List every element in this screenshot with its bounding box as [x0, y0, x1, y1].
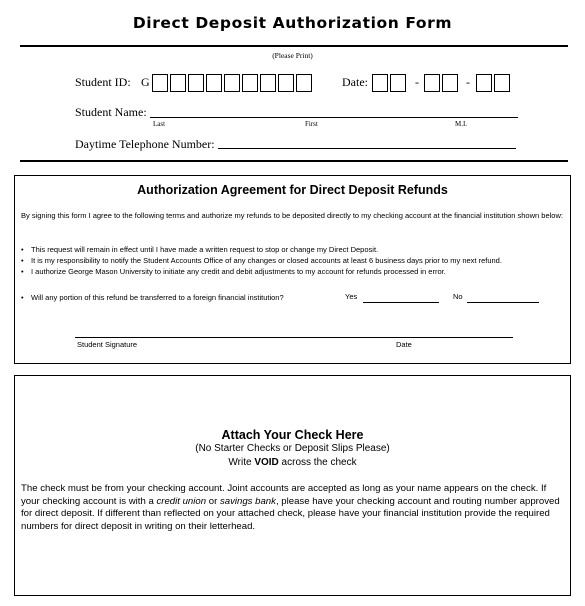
signature-caption: Student Signature	[77, 340, 138, 349]
agreement-term: • This request will remain in effect until I have made a written request to stop or change my Direct Deposit.	[21, 244, 565, 255]
name-mi-caption: M.I.	[455, 120, 468, 128]
attach-check-box	[14, 375, 571, 596]
date-digit-box[interactable]	[442, 74, 458, 92]
check-requirements	[21, 483, 566, 533]
credit-union-text: credit union	[156, 495, 207, 507]
date-digit-box[interactable]	[372, 74, 388, 92]
yes-label: Yes	[345, 292, 358, 301]
student-id-prefix: G	[141, 75, 150, 89]
or-text: or	[206, 495, 220, 507]
agreement-heading: Authorization Agreement for Direct Deposit Refunds	[137, 183, 448, 197]
name-first-caption: First	[305, 120, 318, 128]
id-digit-box[interactable]	[152, 74, 168, 92]
attach-check-heading: Attach Your Check Here	[221, 428, 364, 442]
no-label: No	[453, 292, 463, 301]
id-digit-box[interactable]	[278, 74, 294, 92]
void-word: VOID	[254, 457, 279, 468]
check-body-1: The check must be from your checking account. Joint accounts are accepted as long as your name appears on the check. If your checking account is with a	[21, 483, 547, 507]
agreement-terms-list	[21, 244, 565, 277]
date-digit-box[interactable]	[476, 74, 492, 92]
agreement-term: • It is my responsibility to notify the Student Accounts Office of any changes or closed accounts at least 6 business days prior to my next refund.	[21, 255, 565, 266]
date-separator: -	[466, 75, 470, 89]
title-rule	[20, 45, 568, 47]
date-separator: -	[415, 75, 419, 89]
name-last-caption: Last	[153, 120, 166, 128]
bullet-dot: •	[21, 293, 24, 302]
id-digit-box[interactable]	[296, 74, 312, 92]
foreign-question-row	[21, 292, 284, 303]
agreement-term: • I authorize George Mason University to initiate any credit and debit adjustments to my account for refunds processed in error.	[21, 266, 565, 277]
id-digit-box[interactable]	[260, 74, 276, 92]
no-field[interactable]	[467, 302, 539, 303]
attach-check-subheading: (No Starter Checks or Deposit Slips Please)	[195, 443, 390, 454]
student-id-label: Student ID:	[75, 75, 131, 89]
date-caption: Date	[396, 340, 412, 349]
student-name-field[interactable]	[150, 117, 518, 118]
date-digit-box[interactable]	[494, 74, 510, 92]
please-print-note: (Please Print)	[272, 51, 313, 60]
foreign-question: Will any portion of this refund be transferred to a foreign financial institution?	[31, 293, 284, 302]
date-day-boxes[interactable]	[424, 74, 460, 92]
void-post: across the check	[278, 457, 357, 468]
phone-field[interactable]	[218, 148, 516, 149]
savings-bank-text: savings bank	[219, 495, 276, 507]
id-digit-box[interactable]	[206, 74, 222, 92]
form-title: Direct Deposit Authorization Form	[132, 14, 453, 32]
void-instruction	[15, 457, 570, 468]
signature-date-line[interactable]	[75, 337, 513, 338]
yes-field[interactable]	[363, 302, 439, 303]
check-body-2: , please have your checking account and routing number approved for direct deposit. If different than reflected on your attached check, please have your financial institution provide the required numbers for direct deposit in writing on their letterhead.	[21, 495, 560, 532]
id-digit-box[interactable]	[188, 74, 204, 92]
date-label: Date:	[342, 75, 368, 89]
date-digit-box[interactable]	[424, 74, 440, 92]
student-name-label: Student Name:	[75, 105, 147, 119]
authorization-agreement-box	[14, 175, 571, 364]
agreement-intro: By signing this form I agree to the following terms and authorize my refunds to be deposited directly to my checking account at the financial institution shown below:	[21, 211, 563, 220]
phone-label: Daytime Telephone Number:	[75, 137, 215, 151]
date-month-boxes[interactable]	[372, 74, 408, 92]
section-rule	[20, 160, 568, 162]
date-year-boxes[interactable]	[476, 74, 512, 92]
student-id-boxes[interactable]	[152, 74, 314, 92]
id-digit-box[interactable]	[170, 74, 186, 92]
id-digit-box[interactable]	[224, 74, 240, 92]
void-pre: Write	[228, 457, 255, 468]
id-digit-box[interactable]	[242, 74, 258, 92]
date-digit-box[interactable]	[390, 74, 406, 92]
